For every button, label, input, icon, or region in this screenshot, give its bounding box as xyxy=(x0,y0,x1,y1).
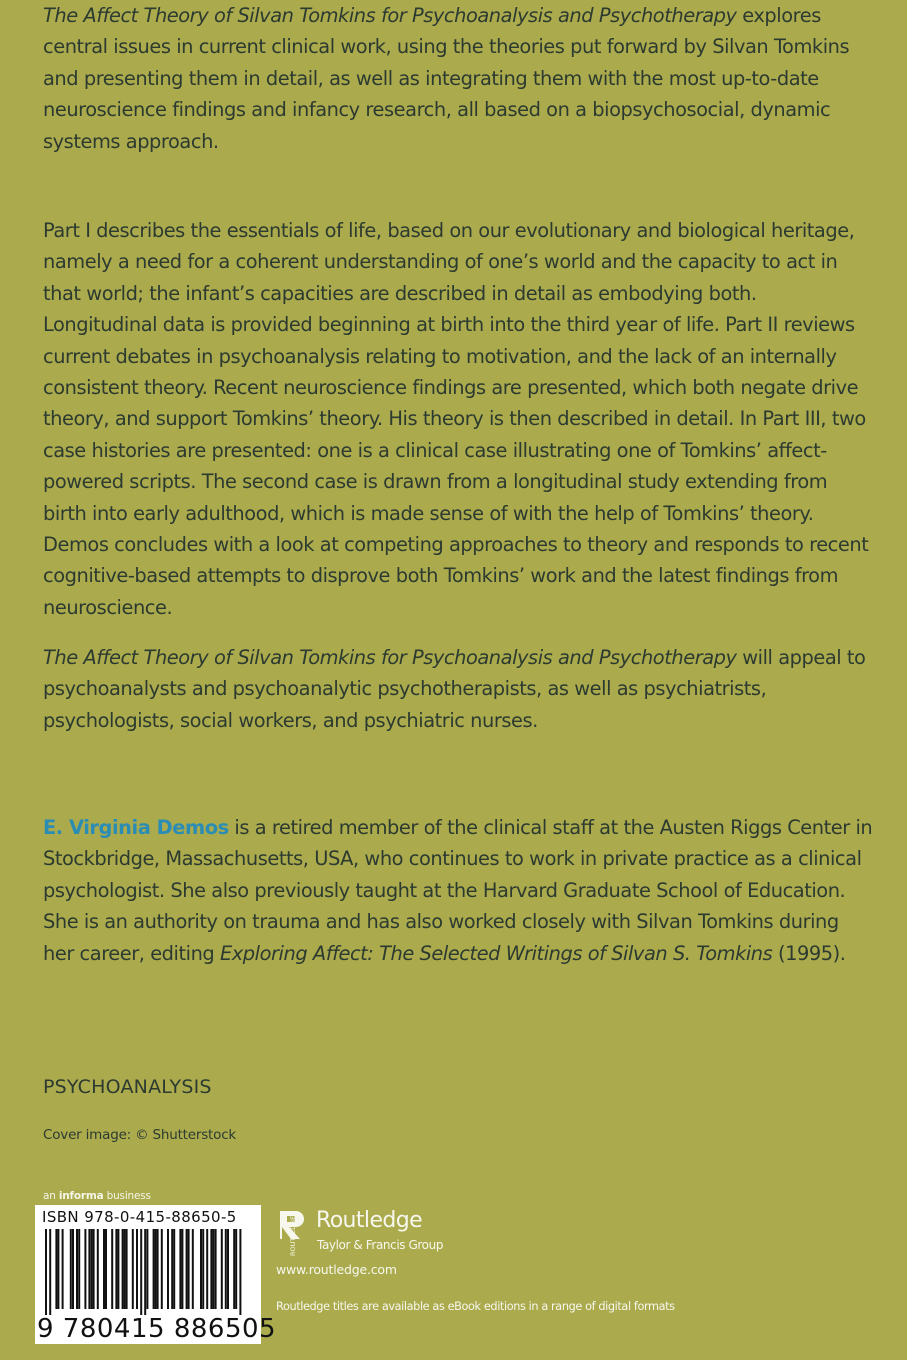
publisher-group: Taylor & Francis Group xyxy=(317,1238,444,1252)
ebook-availability-note: Routledge titles are available as eBook editions in a range of digital formats xyxy=(276,1300,675,1313)
barcode-bar xyxy=(49,1229,51,1315)
edited-book-year: (1995). xyxy=(772,941,846,965)
publisher-website: www.routledge.com xyxy=(276,1262,397,1277)
barcode-bar xyxy=(72,1229,74,1309)
barcode-bar xyxy=(144,1229,146,1315)
barcode-bar xyxy=(192,1229,194,1309)
barcode-bar xyxy=(140,1229,142,1315)
barcode-bar xyxy=(146,1229,148,1309)
barcode-bar xyxy=(55,1229,57,1309)
barcode-bar xyxy=(105,1229,107,1309)
barcode-bar xyxy=(173,1229,175,1309)
book-title-italic: The Affect Theory of Silvan Tomkins for Psychoanalysis and Psychotherapy xyxy=(43,4,737,27)
barcode-bar xyxy=(70,1229,72,1309)
barcode-bar xyxy=(93,1229,95,1309)
barcode-box xyxy=(35,1205,277,1344)
barcode-bar xyxy=(45,1229,47,1315)
barcode-bar xyxy=(84,1229,86,1309)
author-bio-paragraph xyxy=(43,812,873,969)
barcode-bar xyxy=(57,1229,59,1309)
author-name: E. Virginia Demos xyxy=(43,816,229,839)
description-paragraph-3-wrap xyxy=(43,642,873,736)
barcode-bar xyxy=(181,1229,183,1309)
barcode-digits: 9 780415 886505 xyxy=(37,1314,277,1344)
barcode-bar xyxy=(88,1229,90,1309)
barcode-bar xyxy=(115,1229,117,1309)
barcode-bar xyxy=(91,1229,93,1309)
informa-brand: informa xyxy=(58,1190,104,1202)
barcode-bar xyxy=(155,1229,157,1309)
informa-prefix: an xyxy=(43,1190,59,1202)
barcode-bar xyxy=(136,1229,138,1309)
description-paragraph-2-wrap xyxy=(43,215,873,623)
isbn-label: ISBN 978-0-415-88650-5 xyxy=(42,1208,237,1226)
barcode-bar xyxy=(103,1229,105,1309)
barcode-bar xyxy=(124,1229,126,1309)
barcode-bar xyxy=(202,1229,204,1309)
barcode-bar xyxy=(212,1229,214,1309)
barcode-bar xyxy=(215,1229,217,1309)
edited-book-title: Exploring Affect: The Selected Writings of Silvan S. Tomkins xyxy=(219,941,773,965)
barcode-bar xyxy=(153,1229,155,1309)
barcode-bar xyxy=(188,1229,190,1309)
cover-image-credit: Cover image: © Shutterstock xyxy=(43,1127,237,1143)
barcode-bar xyxy=(186,1229,188,1309)
barcode-bar xyxy=(200,1229,202,1309)
subject-category: PSYCHOANALYSIS xyxy=(43,1076,212,1098)
description-text: explores central issues in current clinical work, using the theories put forward by Silvan Tomkins and presenting them in detail, as well as integrating them with the most up-to-date neuroscience findings and infancy research, all based on a biopsychosocial, dynamic systems approach. xyxy=(43,4,850,153)
barcode-bar xyxy=(126,1229,128,1309)
barcode-bar xyxy=(117,1229,119,1309)
author-bio-text: is a retired member of the clinical staff at the Austen Riggs Center in Stockbridge, Massachusetts, USA, who continues to work in private practice as a clinical psychologist. She also previously taught at the Harvard Graduate School of Education. She is an authority on trauma and has also worked closely with Silvan Tomkins during her career, editing xyxy=(43,816,873,965)
barcode-bar xyxy=(206,1229,208,1309)
barcode-bar xyxy=(62,1229,64,1309)
barcode-bar xyxy=(235,1229,237,1309)
description-paragraph-3 xyxy=(43,642,873,736)
barcode-bar xyxy=(227,1229,229,1309)
routledge-logo-icon xyxy=(276,1209,306,1257)
barcode-bar xyxy=(167,1229,169,1309)
barcode-bar xyxy=(132,1229,134,1309)
barcode-bar xyxy=(179,1229,181,1309)
barcode-bar xyxy=(76,1229,78,1309)
description-paragraph-1 xyxy=(43,0,873,157)
informa-business-tagline xyxy=(43,1190,151,1202)
barcode-bar xyxy=(233,1229,235,1309)
book-title-italic: The Affect Theory of Silvan Tomkins for Psychoanalysis and Psychotherapy xyxy=(43,646,737,669)
barcode-bar xyxy=(210,1229,212,1309)
barcode-bar xyxy=(239,1229,241,1315)
barcode-bar xyxy=(161,1229,163,1309)
informa-suffix: business xyxy=(103,1190,151,1202)
description-text: will appeal to psychoanalysts and psychoanalytic psychotherapists, as well as psychiatrists, psychologists, social workers, and psychiatric nurses. xyxy=(43,646,866,732)
logo-vertical-text: ROUTLEDGE xyxy=(289,1215,297,1256)
publisher-name: Routledge xyxy=(316,1208,423,1233)
barcode-bar xyxy=(171,1229,173,1309)
barcode-bar xyxy=(111,1229,113,1309)
barcode-bar xyxy=(78,1229,80,1309)
author-bio xyxy=(43,812,873,969)
barcode-bars xyxy=(39,1229,257,1315)
barcode-bar xyxy=(221,1229,223,1309)
barcode-bar xyxy=(225,1229,227,1309)
barcode-bar xyxy=(97,1229,99,1309)
barcode-bar xyxy=(157,1229,159,1309)
barcode-bar xyxy=(122,1229,124,1309)
description-paragraph-2: Part I describes the essentials of life, based on our evolutionary and biological heritage, namely a need for a coherent understanding of one’s world and the capacity to act in that world; the infant’s capacities are described in detail as embodying both. Longitudinal data is provided beginning at birth into the third year of life. Part II reviews current debates in psychoanalysis relating to motivation, and the lack of an internally consistent theory. Recent neuroscience findings are presented, which both negate drive theory, and support Tomkins’ theory. His theory is then described in detail. In Part III, two case histories are presented: one is a clinical case illustrating one of Tomkins’ affect-powered scripts. The second case is drawn from a longitudinal study extending from birth into early adulthood, which is made sense of with the help of Tomkins’ theory. Demos concludes with a look at competing approaches to theory and responds to recent cognitive-based attempts to disprove both Tomkins’ work and the latest findings from neuroscience. xyxy=(43,219,869,619)
